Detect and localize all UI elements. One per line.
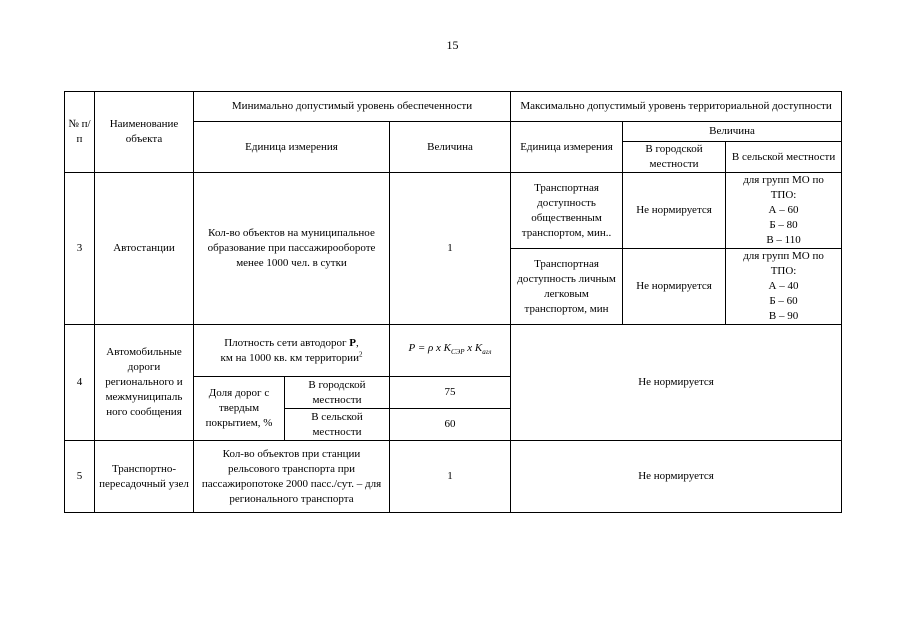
standards-table [64,91,842,513]
min-unit-cell: Кол-во объектов на муниципальное образование при пассажирообороте менее 1000 чел. в сутки [194,173,390,325]
density-footnote: 2 [358,349,363,358]
formula-sub1: СЭР [451,348,465,357]
header-name: Наименование объекта [95,92,194,173]
row-number: 3 [65,173,95,325]
table-row [65,173,842,249]
header-min-group: Минимально допустимый уровень обеспеченности [194,92,511,122]
rural-line: В – 110 [766,234,801,246]
rural-line: для групп МО по ТПО: [743,174,824,201]
min-value-cell: 1 [390,173,511,325]
formula-mid: x K [464,341,483,354]
header-urban: В городской местности [623,142,726,173]
rural-line: В – 90 [768,310,799,322]
rural-line: А – 60 [768,204,799,216]
object-name: Автостанции [95,173,194,325]
formula-sub2: агл [482,348,492,357]
urban-value-cell: Не нормируется [623,173,726,249]
rural-value-cell [726,249,842,325]
density-unit: км на 1000 кв. км территории [220,351,359,364]
min-unit-cell: Кол-во объектов при станции рельсового транспорта при пассажиропотоке 2000 пасс./сут. – для регионального транспорта [194,441,390,513]
density-label: Плотность сети автодорог [224,336,347,349]
table-row [65,325,842,377]
access-unit-cell: Транспортная доступность личным легковым транспортом, мин [511,249,623,325]
urban-label: В городской местности [285,377,390,409]
density-symbol: P [349,336,357,349]
urban-value: 75 [390,377,511,409]
object-name: Транспортно-пересадочный узел [95,441,194,513]
min-value-cell: 1 [390,441,511,513]
max-cell: Не нормируется [511,325,842,441]
header-num: № п/п [65,92,95,173]
urban-value-cell: Не нормируется [623,249,726,325]
header-value: Величина [390,122,511,173]
header-max-group: Максимально допустимый уровень территориальной доступности [511,92,842,122]
header-unit: Единица измерения [194,122,390,173]
rural-label: В сельской местности [285,409,390,441]
rural-value: 60 [390,409,511,441]
object-name: Автомобильные дороги регионального и межмуниципаль ного сообщения [95,325,194,441]
row-number: 5 [65,441,95,513]
rural-line: для групп МО по ТПО: [743,250,824,277]
formula-cell [390,325,511,377]
page-number: 15 [446,38,459,52]
rural-line: Б – 60 [769,295,798,307]
density-cell: Плотность сети автодорог P, км на 1000 кв. км территории$^2$ [194,325,390,377]
formula-lhs: P = ρ x K [408,341,451,354]
paved-label: Доля дорог с твердым покрытием, % [194,377,285,441]
rural-line: Б – 80 [769,219,798,231]
rural-value-cell [726,173,842,249]
formula [408,341,492,357]
header-row-1 [65,92,842,122]
header-unit-2: Единица измерения [511,122,623,173]
max-cell: Не нормируется [511,441,842,513]
rural-line: А – 40 [768,280,799,292]
header-rural: В сельской местности [726,142,842,173]
header-value-2: Величина [623,122,842,142]
row-number: 4 [65,325,95,441]
table-row [65,441,842,513]
access-unit-cell: Транспортная доступность общественным транспортом, мин.. [511,173,623,249]
